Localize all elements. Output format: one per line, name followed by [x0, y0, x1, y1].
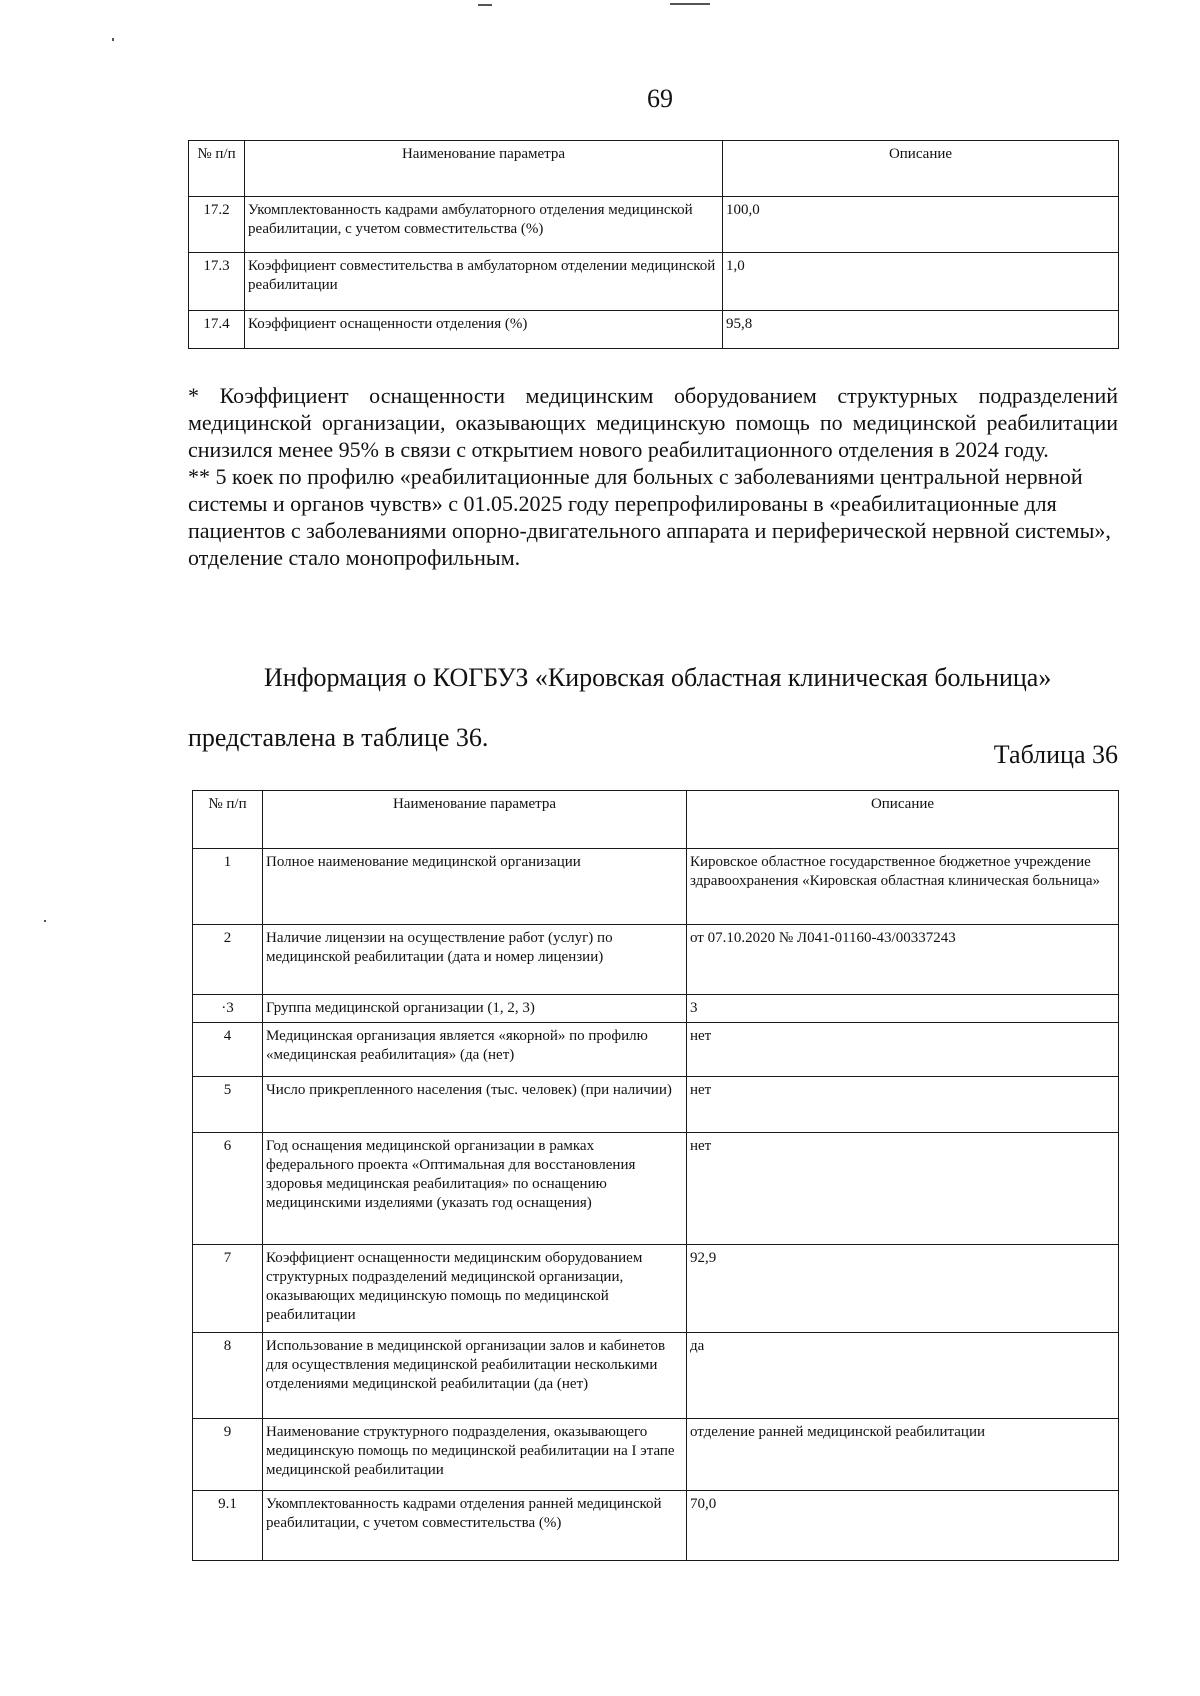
row-num: 17.3: [189, 253, 245, 311]
table-row: [193, 1419, 1119, 1491]
table-row: [193, 1491, 1119, 1561]
table-row: [193, 1333, 1119, 1419]
scan-speck: [44, 920, 46, 922]
table-row: [193, 925, 1119, 995]
row-num: 17.2: [189, 197, 245, 253]
row-param: Коэффициент совместительства в амбулаторном отделении медицинской реабилитации: [245, 253, 723, 311]
row-num: 7: [193, 1245, 263, 1333]
row-desc: от 07.10.2020 № Л041-01160-43/00337243: [687, 925, 1119, 995]
row-desc: да: [687, 1333, 1119, 1419]
row-desc: отделение ранней медицинской реабилитации: [687, 1419, 1119, 1491]
parameters-table-continued: [188, 140, 1119, 349]
table-header-row: [189, 141, 1119, 197]
row-param: Наименование структурного подразделения, оказывающего медицинскую помощь по медицинской реабилитации на I этапе медицинской реабилитации: [263, 1419, 687, 1491]
table-row: [189, 197, 1119, 253]
row-num: 8: [193, 1333, 263, 1419]
header-num: № п/п: [189, 141, 245, 197]
row-num: 1: [193, 849, 263, 925]
row-param: Использование в медицинской организации залов и кабинетов для осуществления медицинской реабилитации несколькими отделениями медицинской реабилитации (да (нет): [263, 1333, 687, 1419]
footnote-2: ** 5 коек по профилю «реабилитационные для больных с заболеваниями центральной нервной системы и органов чувств» с 01.05.2025 году перепрофилированы в «реабилитационные для пациентов с заболеваниями опорно-двигательного аппарата и периферической нервной системы», отделение стало монопрофильным.: [188, 464, 1111, 570]
table-row: [193, 1245, 1119, 1333]
row-num: 4: [193, 1023, 263, 1077]
page-number: 69: [647, 84, 673, 113]
table-row: [193, 849, 1119, 925]
header-param: Наименование параметра: [245, 141, 723, 197]
row-desc: Кировское областное государственное бюджетное учреждение здравоохранения «Кировская областная клиническая больница»: [687, 849, 1119, 925]
row-param: Наличие лицензии на осуществление работ (услуг) по медицинской реабилитации (дата и номер лицензии): [263, 925, 687, 995]
row-num: 2: [193, 925, 263, 995]
row-desc: 92,9: [687, 1245, 1119, 1333]
table-header-row: [193, 791, 1119, 849]
row-param: Год оснащения медицинской организации в рамках федерального проекта «Оптимальная для восстановления здоровья медицинская реабилитация» по оснащению медицинскими изделиями (указать год оснащения): [263, 1133, 687, 1245]
header-desc: Описание: [687, 791, 1119, 849]
header-param: Наименование параметра: [263, 791, 687, 849]
row-desc: 100,0: [723, 197, 1119, 253]
row-desc: 3: [687, 995, 1119, 1023]
row-num: 17.4: [189, 311, 245, 349]
row-param: Коэффициент оснащенности отделения (%): [245, 311, 723, 349]
row-num: 9.1: [193, 1491, 263, 1561]
scan-speck: [670, 3, 710, 5]
row-num: 6: [193, 1133, 263, 1245]
table-row: [193, 1023, 1119, 1077]
row-param: Медицинская организация является «якорной» по профилю «медицинская реабилитация» (да (нет): [263, 1023, 687, 1077]
table-row: [193, 1077, 1119, 1133]
row-num: ·3: [193, 995, 263, 1023]
section-intro: [188, 648, 1118, 768]
row-desc: 95,8: [723, 311, 1119, 349]
intro-paragraph: Информация о КОГБУЗ «Кировская областная клиническая больница» представлена в таблице 36.: [188, 663, 1052, 752]
table-row: [193, 1133, 1119, 1245]
table-36: [192, 790, 1119, 1561]
table-caption: Таблица 36: [993, 740, 1118, 769]
footnote-1: * Коэффициент оснащенности медицинским оборудованием структурных подразделений медицинской организации, оказывающих медицинскую помощь по медицинской реабилитации снизился менее 95% в связи с открытием нового реабилитационного отделения в 2024 году.: [188, 383, 1118, 462]
scan-speck: [478, 4, 492, 6]
header-num: № п/п: [193, 791, 263, 849]
row-param: Полное наименование медицинской организации: [263, 849, 687, 925]
scan-speck: [112, 38, 114, 41]
table-row: [189, 253, 1119, 311]
row-param: Укомплектованность кадрами амбулаторного отделения медицинской реабилитации, с учетом совместительства (%): [245, 197, 723, 253]
header-desc: Описание: [723, 141, 1119, 197]
row-desc: нет: [687, 1023, 1119, 1077]
table-row: [189, 311, 1119, 349]
row-param: Группа медицинской организации (1, 2, 3): [263, 995, 687, 1023]
row-desc: нет: [687, 1077, 1119, 1133]
table-row: [193, 995, 1119, 1023]
row-num: 9: [193, 1419, 263, 1491]
row-num: 5: [193, 1077, 263, 1133]
row-param: Число прикрепленного населения (тыс. человек) (при наличии): [263, 1077, 687, 1133]
row-desc: 1,0: [723, 253, 1119, 311]
row-param: Коэффициент оснащенности медицинским оборудованием структурных подразделений медицинской организации, оказывающих медицинскую помощь по медицинской реабилитации: [263, 1245, 687, 1333]
footnotes: [188, 382, 1118, 571]
row-desc: 70,0: [687, 1491, 1119, 1561]
row-param: Укомплектованность кадрами отделения ранней медицинской реабилитации, с учетом совместительства (%): [263, 1491, 687, 1561]
row-desc: нет: [687, 1133, 1119, 1245]
